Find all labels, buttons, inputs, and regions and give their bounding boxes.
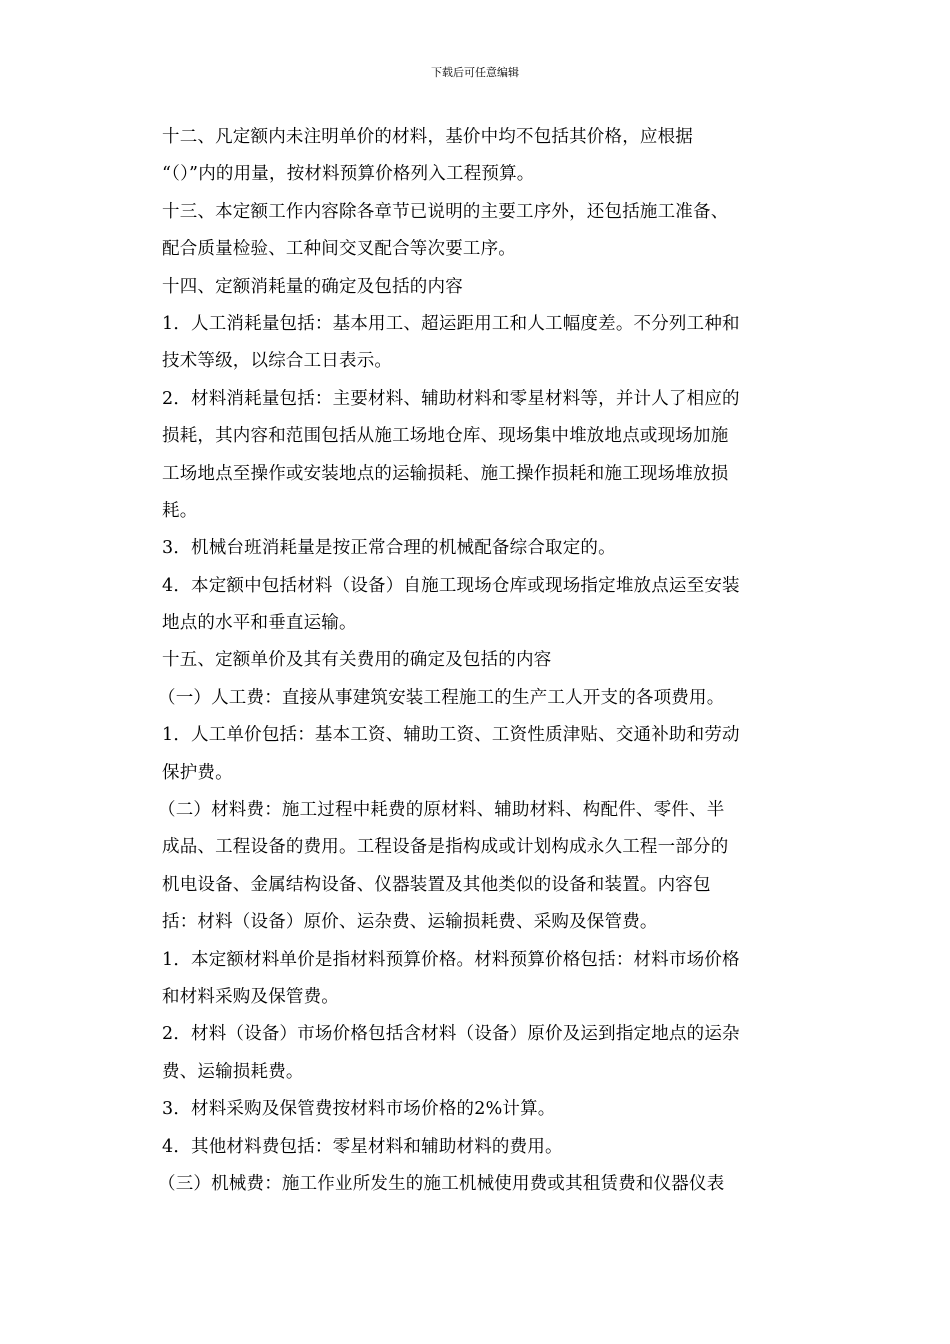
text-line: 保护费。 [162, 762, 233, 783]
text-line: 损耗，其内容和范围包括从施工场地仓库、现场集中堆放地点或现场加施 [162, 426, 729, 447]
text-line: 地点的水平和垂直运输。 [162, 613, 357, 634]
text-line: 成品、工程设备的费用。工程设备是指构成或计划构成永久工程一部分的 [162, 837, 729, 858]
text-line: 括：材料（设备）原价、运杂费、运输损耗费、采购及保管费。 [162, 912, 658, 933]
text-line: 2．材料消耗量包括：主要材料、辅助材料和零星材料等，并计人了相应的 [162, 388, 740, 409]
section-heading: 十四、定额消耗量的确定及包括的内容 [162, 276, 463, 297]
text-line: 3．材料采购及保管费按材料市场价格的2%计算。 [162, 1099, 556, 1120]
page-header-note: 下载后可任意编辑 [431, 66, 519, 79]
text-line: 1．人工消耗量包括：基本用工、超运距用工和人工幅度差。不分列工种和 [162, 313, 740, 334]
text-line: 1．本定额材料单价是指材料预算价格。材料预算价格包括：材料市场价格 [162, 949, 740, 970]
text-line: 配合质量检验、工种间交叉配合等次要工序。 [162, 239, 516, 260]
text-line: （一）人工费：直接从事建筑安装工程施工的生产工人开支的各项费用。 [158, 687, 725, 708]
text-line: 机电设备、金属结构设备、仪器装置及其他类似的设备和装置。内容包 [162, 874, 711, 895]
text-line: 十三、本定额工作内容除各章节已说明的主要工序外，还包括施工准备、 [162, 201, 729, 222]
text-line: 4．本定额中包括材料（设备）自施工现场仓库或现场指定堆放点运至安装 [162, 575, 740, 596]
text-line: “（）”内的用量，按材料预算价格列入工程预算。 [162, 164, 535, 185]
text-line: 2．材料（设备）市场价格包括含材料（设备）原价及运到指定地点的运杂 [162, 1024, 740, 1045]
text-line: 3．机械台班消耗量是按正常合理的机械配备综合取定的。 [162, 538, 616, 559]
section-heading: 十五、定额单价及其有关费用的确定及包括的内容 [162, 650, 552, 671]
text-line: 4．其他材料费包括：零星材料和辅助材料的费用。 [162, 1136, 563, 1157]
text-line: 技术等级，以综合工日表示。 [162, 351, 393, 372]
text-line: （三）机械费：施工作业所发生的施工机械使用费或其租赁费和仪器仪表 [158, 1173, 725, 1194]
document-body [158, 119, 792, 1203]
text-line: 1．人工单价包括：基本工资、辅助工资、工资性质津贴、交通补助和劳动 [162, 725, 740, 746]
text-line: 费、运输损耗费。 [162, 1061, 304, 1082]
text-line: （二）材料费：施工过程中耗费的原材料、辅助材料、构配件、零件、半 [158, 800, 725, 821]
text-line: 和材料采购及保管费。 [162, 986, 339, 1007]
text-line: 十二、凡定额内未注明单价的材料，基价中均不包括其价格，应根据 [162, 127, 693, 147]
text-line: 工场地点至操作或安装地点的运输损耗、施工操作损耗和施工现场堆放损 [162, 463, 729, 484]
text-line: 耗。 [162, 500, 198, 521]
